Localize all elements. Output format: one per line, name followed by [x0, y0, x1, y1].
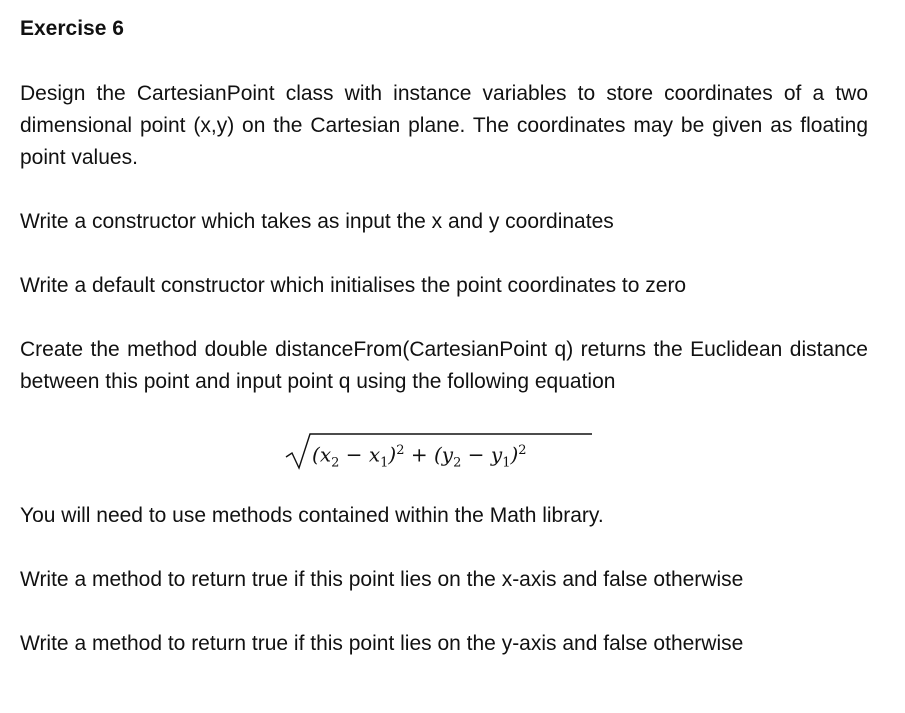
exercise-title: Exercise 6	[20, 17, 124, 40]
paragraph-design-class: Design the CartesianPoint class with instance variables to store coordinates of a two dimensional point (x,y) on the Cartesian plane. The coordinates may be given as floating point values.	[20, 82, 868, 169]
eq-y1-subscript: 1	[502, 455, 511, 471]
paragraph-x-axis-method: Write a method to return true if this point lies on the x-axis and false otherwise	[20, 568, 744, 591]
paragraph-math-library: You will need to use methods contained within the Math library.	[20, 504, 604, 527]
eq-x2: x	[319, 442, 332, 467]
equation-expression	[312, 438, 527, 477]
paragraph-y-axis-method: Write a method to return true if this point lies on the y-axis and false otherwise	[20, 632, 744, 655]
eq-x1: x	[368, 442, 381, 467]
distance-equation	[283, 428, 603, 472]
eq-y2-subscript: 2	[453, 455, 462, 471]
eq-square-x: 2	[396, 443, 405, 458]
paragraph-distance-method: Create the method double distanceFrom(CartesianPoint q) returns the Euclidean distance between this point and input point q using the following equation	[20, 338, 868, 393]
eq-close-paren-y: )	[510, 442, 519, 467]
eq-x1-subscript: 1	[380, 455, 389, 471]
eq-plus: + (	[404, 442, 442, 467]
eq-x2-subscript: 2	[331, 455, 340, 471]
eq-square-y: 2	[518, 443, 527, 458]
eq-minus-y: −	[461, 442, 491, 467]
eq-open-paren: (	[312, 442, 320, 467]
paragraph-default-constructor: Write a default constructor which initialises the point coordinates to zero	[20, 274, 687, 297]
paragraph-constructor: Write a constructor which takes as input the x and y coordinates	[20, 210, 614, 233]
eq-minus-x: −	[339, 442, 369, 467]
eq-close-paren-x: )	[388, 442, 397, 467]
eq-y2: y	[441, 442, 454, 467]
eq-y1: y	[490, 442, 503, 467]
